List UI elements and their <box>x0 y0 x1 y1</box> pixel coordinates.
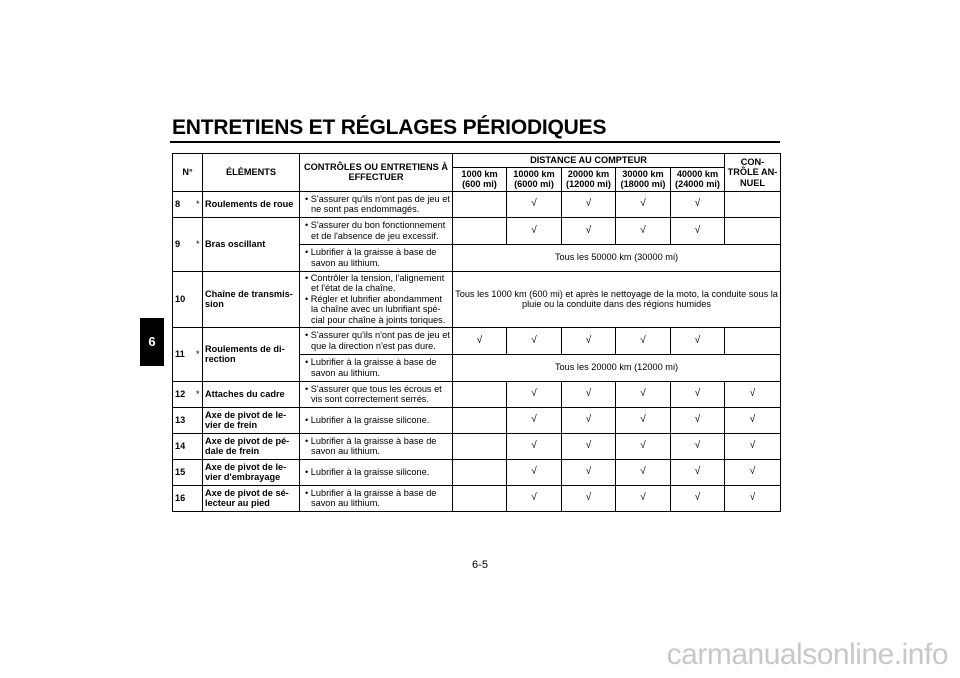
check-cell: √ <box>562 407 616 433</box>
header-distance-col: 10000 km (6000 mi) <box>507 167 562 191</box>
table-row: 14 Axe de pivot de pé-dale de frein • Lubrifier à la graisse à base de savon au lithium. √ √ √ √ √ <box>173 433 781 459</box>
check-cell: √ <box>562 381 616 407</box>
check-cell <box>453 459 507 485</box>
header-elements: ÉLÉMENTS <box>203 154 300 192</box>
table-row: • Lubrifier à la graisse à base de savon au lithium. Tous les 50000 km (30000 mi) <box>173 244 781 271</box>
table-row: 15 Axe de pivot de le-vier d'embrayage • Lubrifier à la graisse silicone. √ √ √ √ √ <box>173 459 781 485</box>
check-cell: √ <box>725 381 781 407</box>
check-cell: √ <box>616 217 671 244</box>
check-cell <box>725 327 781 354</box>
check-cell: √ <box>725 485 781 511</box>
page-title: ENTRETIENS ET RÉGLAGES PÉRIODIQUES <box>172 116 607 139</box>
interval-cell: Tous les 20000 km (12000 mi) <box>453 354 781 381</box>
check-cell: √ <box>453 327 507 354</box>
check-cell: √ <box>507 381 562 407</box>
header-distance-col: 1000 km (600 mi) <box>453 167 507 191</box>
check-cell: √ <box>507 433 562 459</box>
check-cell: √ <box>671 485 725 511</box>
check-cell: √ <box>507 407 562 433</box>
check-cell: √ <box>725 433 781 459</box>
chapter-tab: 6 <box>140 318 164 366</box>
check-cell: √ <box>562 485 616 511</box>
check-cell <box>725 217 781 244</box>
check-cell: √ <box>671 459 725 485</box>
check-cell <box>725 191 781 217</box>
table-row: 16 Axe de pivot de sé-lecteur au pied • Lubrifier à la graisse à base de savon au lithium. √ √ √ √ √ <box>173 485 781 511</box>
check-cell: √ <box>616 381 671 407</box>
check-cell: √ <box>507 191 562 217</box>
check-cell: √ <box>507 217 562 244</box>
check-cell: √ <box>616 433 671 459</box>
check-cell: √ <box>671 327 725 354</box>
check-cell: √ <box>671 381 725 407</box>
check-cell: √ <box>507 459 562 485</box>
table-row: 10 Chaîne de transmis-sion • Contrôler la tension, l'alignement et l'état de la chaîne. • Régler et lubrifier abondamment la chaîne avec un lubrifiant spé-cial pour chaîne à joints toriques. Tous les 1000 km (600 mi) et après le nettoyage de la moto, la conduite sous la pluie ou la conduite dans des régions humides <box>173 271 781 327</box>
check-cell: √ <box>616 327 671 354</box>
interval-cell: Tous les 50000 km (30000 mi) <box>453 244 781 271</box>
interval-cell: Tous les 1000 km (600 mi) et après le nettoyage de la moto, la conduite sous la pluie ou la conduite dans des régions humides <box>453 271 781 327</box>
header-distance: DISTANCE AU COMPTEUR <box>453 154 725 168</box>
check-cell: √ <box>507 485 562 511</box>
check-cell: √ <box>671 407 725 433</box>
header-annual: CON-TRÔLE AN-NUEL <box>725 154 781 192</box>
check-cell <box>453 191 507 217</box>
page-number: 6-5 <box>472 559 488 571</box>
header-distance-col: 30000 km (18000 mi) <box>616 167 671 191</box>
table-row: 9 * Bras oscillant • S'assurer du bon fonctionnement et de l'absence de jeu excessif. √ √ √ √ <box>173 217 781 244</box>
check-cell: √ <box>507 327 562 354</box>
header-controls: CONTRÔLES OU ENTRETIENS À EFFECTUER <box>300 154 453 192</box>
table-row: 12 * Attaches du cadre • S'assurer que tous les écrous et vis sont correctement serrés. √ √ √ √ √ <box>173 381 781 407</box>
table-row: • Lubrifier à la graisse à base de savon au lithium. Tous les 20000 km (12000 mi) <box>173 354 781 381</box>
header-no: N° <box>173 154 203 192</box>
title-underline <box>170 141 780 143</box>
check-cell: √ <box>562 459 616 485</box>
check-cell <box>453 381 507 407</box>
header-distance-col: 20000 km (12000 mi) <box>562 167 616 191</box>
check-cell <box>453 407 507 433</box>
check-cell: √ <box>671 433 725 459</box>
check-cell: √ <box>616 485 671 511</box>
check-cell: √ <box>562 191 616 217</box>
check-cell <box>453 433 507 459</box>
check-cell: √ <box>671 191 725 217</box>
check-cell: √ <box>616 459 671 485</box>
check-cell: √ <box>671 217 725 244</box>
check-cell: √ <box>562 433 616 459</box>
watermark-logo: carmanualsonline.info <box>666 638 948 671</box>
check-cell: √ <box>616 407 671 433</box>
table-row: 11 * Roulements de di-rection • S'assurer qu'ils n'ont pas de jeu et que la direction n'est pas dure. √ √ √ √ √ <box>173 327 781 354</box>
check-cell: √ <box>562 327 616 354</box>
table-row: 8 * Roulements de roue • S'assurer qu'ils n'ont pas de jeu et ne sont pas endommagés. √ √ √ √ <box>173 191 781 217</box>
check-cell <box>453 217 507 244</box>
check-cell: √ <box>562 217 616 244</box>
check-cell: √ <box>616 191 671 217</box>
header-distance-col: 40000 km (24000 mi) <box>671 167 725 191</box>
check-cell: √ <box>725 407 781 433</box>
table-row: 13 Axe de pivot de le-vier de frein • Lubrifier à la graisse silicone. √ √ √ √ √ <box>173 407 781 433</box>
check-cell: √ <box>725 459 781 485</box>
maintenance-table <box>172 153 781 512</box>
check-cell <box>453 485 507 511</box>
